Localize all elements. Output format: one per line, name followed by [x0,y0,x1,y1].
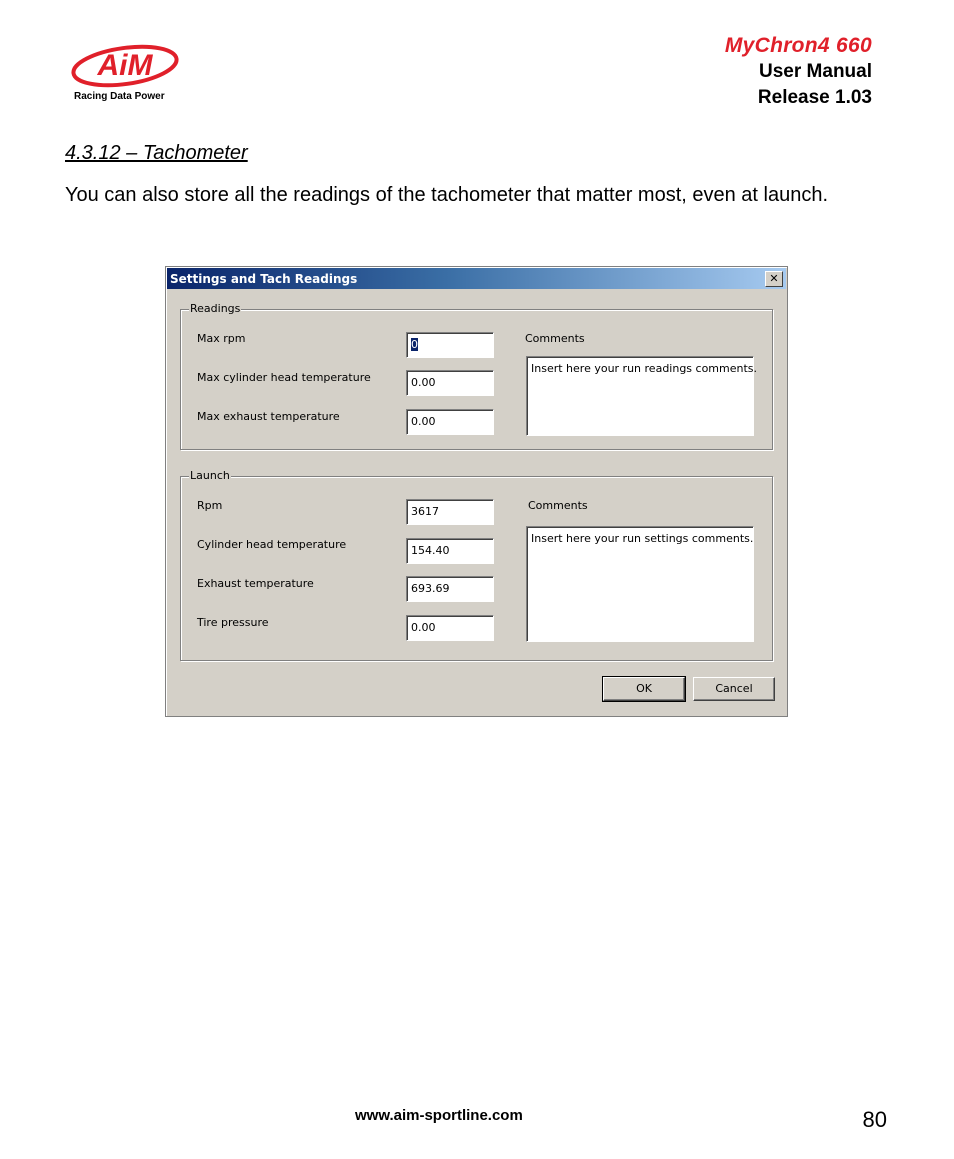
launch-legend: Launch [190,469,230,482]
intro-paragraph: You can also store all the readings of the tachometer that matter most, even at launch. [65,184,829,206]
page-number: 80 [862,1107,887,1132]
dialog-title-bar[interactable] [167,268,786,289]
rpm-label: Rpm [197,499,223,512]
footer-url: www.aim-sportline.com [355,1107,523,1124]
dialog-title: Settings and Tach Readings [170,272,358,286]
release-version: Release 1.03 [757,87,872,108]
aim-logo-icon [70,42,180,90]
readings-comments-label: Comments [525,332,585,345]
max-cylinder-head-temp-label: Max cylinder head temperature [197,371,371,384]
cancel-button[interactable]: Cancel [693,677,775,701]
product-name: MyChron4 660 [724,34,872,57]
rpm-input[interactable]: 3617 [406,499,494,525]
logo-text: AiM [97,49,153,82]
max-exhaust-temp-input[interactable]: 0.00 [406,409,494,435]
max-exhaust-temp-label: Max exhaust temperature [197,410,340,423]
section-title: 4.3.12 – Tachometer [65,142,248,164]
document-header [725,33,872,111]
launch-comments-label: Comments [528,499,588,512]
close-icon[interactable]: ✕ [765,271,783,287]
max-rpm-input[interactable]: 0 [406,332,494,358]
tire-pressure-label: Tire pressure [197,616,269,629]
cylinder-head-temp-input[interactable]: 154.40 [406,538,494,564]
logo-tagline: Racing Data Power [74,91,165,102]
tire-pressure-input[interactable]: 0.00 [406,615,494,641]
launch-group [180,469,773,661]
manual-title: User Manual [759,61,872,82]
ok-button[interactable]: OK [603,677,685,701]
launch-comments-textarea[interactable]: Insert here your run settings comments. [526,526,754,642]
settings-dialog [165,266,788,717]
exhaust-temp-label: Exhaust temperature [197,577,314,590]
cylinder-head-temp-label: Cylinder head temperature [197,538,347,551]
readings-comments-textarea[interactable]: Insert here your run readings comments. [526,356,754,436]
max-rpm-label: Max rpm [197,332,246,345]
aim-logo [70,42,180,104]
readings-group [180,302,773,450]
readings-legend: Readings [190,302,241,315]
exhaust-temp-input[interactable]: 693.69 [406,576,494,602]
max-cylinder-head-temp-input[interactable]: 0.00 [406,370,494,396]
